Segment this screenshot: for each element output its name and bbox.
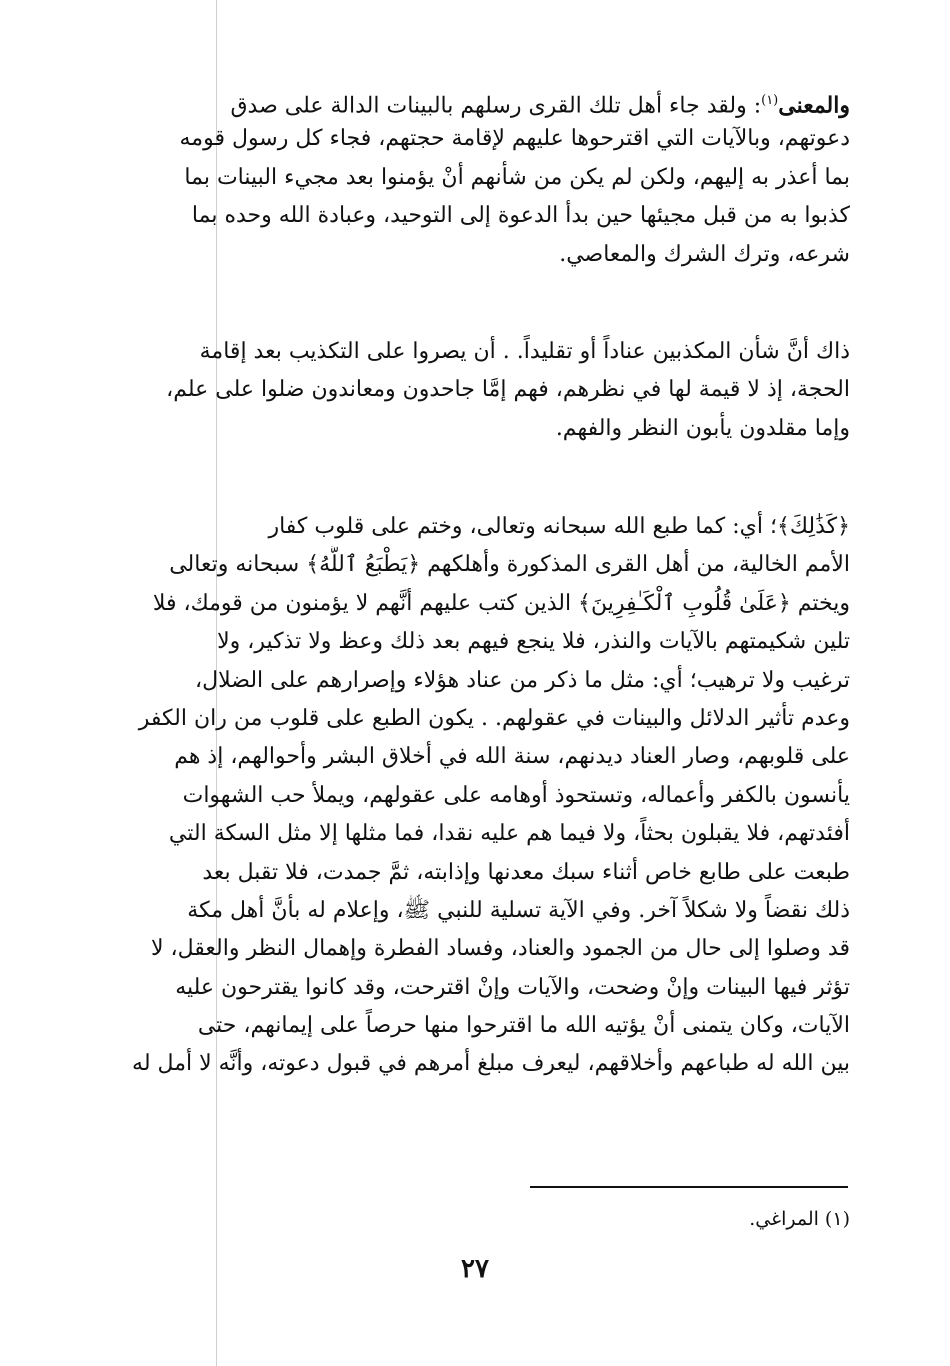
text-line: الأمم الخالية، من أهل القرى المذكورة وأهلكهم ﴿يَطْبَعُ ٱللَّهُ﴾ سبحانه وتعالى bbox=[169, 552, 850, 578]
text-line: الآيات، وكان يتمنى أنْ يؤتيه الله ما اقترحوا منها حرصاً على إيمانهم، حتى bbox=[197, 1013, 850, 1039]
paragraph-1 bbox=[80, 82, 850, 274]
text-line: دعوتهم، وبالآيات التي اقترحوها عليهم لإقامة حجتهم، فجاء كل رسول قومه bbox=[179, 126, 850, 152]
text-line: ﴿كَذَٰلِكَ﴾؛ أي: كما طبع الله سبحانه وتعالى، وختم على قلوب كفار bbox=[268, 514, 850, 539]
text-line: الحجة، إذ لا قيمة لها في نظرهم، فهم إمَّا جاحدون ومعاندون ضلوا على علم، bbox=[166, 377, 850, 403]
paragraph-lead-word: والمعنى bbox=[778, 92, 850, 119]
text-line: يأنسون بالكفر وأعماله، وتستحوذ أوهامه على عقولهم، ويملأ حب الشهوات bbox=[182, 782, 850, 808]
text-line: طبعت على طابع خاص أثناء سبك معدنها وإذابته، ثمَّ جمدت، فلا تقبل بعد bbox=[202, 859, 850, 885]
page-number: ٢٧ bbox=[461, 1254, 489, 1284]
text-line: كذبوا به من قبل مجيئها حين بدأ الدعوة إلى التوحيد، وعبادة الله وحده بما bbox=[191, 203, 850, 229]
text-line: ويختم ﴿عَلَىٰ قُلُوبِ ٱلْكَـٰفِرِينَ﴾ الذين كتب عليهم أنَّهم لا يؤمنون من قومك، فلا bbox=[152, 590, 850, 616]
text-line: بين الله له طباعهم وأخلاقهم، ليعرف مبلغ أمرهم في قبول دعوته، وأنَّه لا أمل له bbox=[132, 1051, 850, 1077]
paragraph-2 bbox=[80, 333, 850, 448]
text-line: أفئدتهم، فلا يقبلون بحثاً، ولا فيما هم عليه نقدا، فما مثلها إلا مثل السكة التي bbox=[168, 821, 850, 847]
text-line: ترغيب ولا ترهيب؛ أي: مثل ما ذكر من عناد هؤلاء وإصرارهم على الضلال، bbox=[195, 667, 850, 693]
text-line: على قلوبهم، وصار العناد ديدنهم، سنة الله في أخلاق البشر وأحوالهم، إذ هم bbox=[174, 744, 850, 770]
text-line: شرعه، وترك الشرك والمعاصي. bbox=[559, 241, 850, 267]
text-line: ذاك أنَّ شأن المكذبين عناداً أو تقليداً. . أن يصروا على التكذيب بعد إقامة bbox=[199, 339, 850, 364]
text-line: تلين شكيمتهم بالآيات والنذر، فلا ينجع فيهم بعد ذلك وعظ ولا تذكير، ولا bbox=[217, 629, 850, 655]
text-line: والمعنى$^{(١)}$: ولقد جاء أهل تلك القرى رسلهم بالبينات الدالة على صدق bbox=[230, 92, 850, 119]
text-line: قد وصلوا إلى حال من الجمود والعناد، وفساد الفطرة وإهمال النظر والعقل، لا bbox=[150, 936, 850, 962]
text-line: ذلك نقضاً ولا شكلاً آخر. وفي الآية تسلية للنبي ﷺ، وإعلام له بأنَّ أهل مكة bbox=[187, 897, 850, 923]
footnote-reference: (١) bbox=[761, 93, 779, 108]
text-line: تؤثر فيها البينات وإنْ وضحت، والآيات وإنْ اقترحت، وقد كانوا يقترحون عليه bbox=[175, 974, 850, 1000]
paragraph-3 bbox=[80, 508, 850, 1084]
text-line: وعدم تأثير الدلائل والبينات في عقولهم. . يكون الطبع على قلوب من ران الكفر bbox=[138, 705, 850, 731]
footnote-divider bbox=[530, 1186, 848, 1188]
text-line: بما أعذر به إليهم، ولكن لم يكن من شأنهم أنْ يؤمنوا بعد مجيء البينات بما bbox=[184, 164, 850, 190]
text-line: وإما مقلدون يأبون النظر والفهم. bbox=[555, 415, 850, 441]
footnote: (١) المراغي. bbox=[749, 1208, 850, 1230]
